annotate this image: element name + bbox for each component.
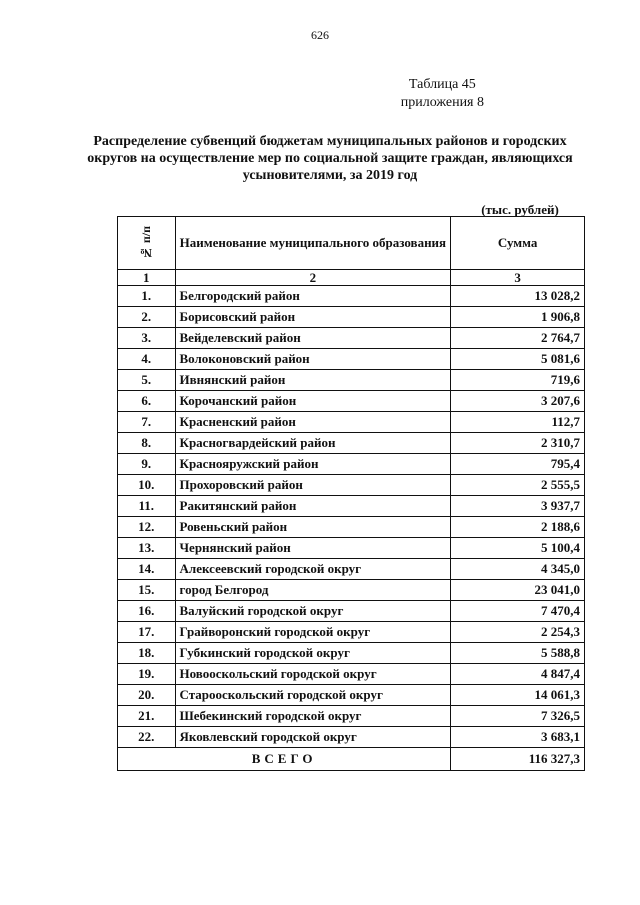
total-sum: 116 327,3 [451,748,585,771]
row-sum: 23 041,0 [451,580,585,601]
row-name: Валуйский городской округ [175,601,451,622]
row-sum: 1 906,8 [451,307,585,328]
table-row [118,622,585,643]
row-name: Краснояружский район [175,454,451,475]
row-name: Вейделевский район [175,328,451,349]
row-number: 6. [118,391,176,412]
table-row [118,496,585,517]
row-name: Новооскольский городской округ [175,664,451,685]
row-sum: 2 254,3 [451,622,585,643]
table-caption [401,76,484,112]
row-name: Старооскольский городской округ [175,685,451,706]
row-sum: 14 061,3 [451,685,585,706]
header-num-label: № п/п [138,225,153,261]
table-row [118,538,585,559]
row-name: Грайворонский городской округ [175,622,451,643]
table-row [118,328,585,349]
row-number: 18. [118,643,176,664]
row-number: 17. [118,622,176,643]
row-name: Прохоровский район [175,475,451,496]
row-number: 8. [118,433,176,454]
table-row [118,559,585,580]
row-name: Ровеньский район [175,517,451,538]
row-name: Шебекинский городской округ [175,706,451,727]
row-sum: 2 188,6 [451,517,585,538]
table-row [118,433,585,454]
row-number: 21. [118,706,176,727]
row-sum: 719,6 [451,370,585,391]
index-row [118,270,585,286]
row-number: 7. [118,412,176,433]
row-name: Борисовский район [175,307,451,328]
row-number: 15. [118,580,176,601]
row-name: Чернянский район [175,538,451,559]
table-row [118,601,585,622]
table-row [118,643,585,664]
table-row [118,391,585,412]
row-name: Белгородский район [175,286,451,307]
row-sum: 3 683,1 [451,727,585,748]
table-row [118,349,585,370]
row-number: 3. [118,328,176,349]
total-row [118,748,585,771]
table-row [118,706,585,727]
page-number: 626 [311,28,329,42]
row-name: Красногвардейский район [175,433,451,454]
table-row [118,727,585,748]
row-sum: 3 207,6 [451,391,585,412]
row-name: Губкинский городской округ [175,643,451,664]
row-number: 19. [118,664,176,685]
subvention-table [117,216,585,771]
total-label: ВСЕГО [118,748,451,771]
row-sum: 3 937,7 [451,496,585,517]
table-row [118,370,585,391]
index-cell-2: 2 [175,270,451,286]
row-name: Красненский район [175,412,451,433]
row-number: 16. [118,601,176,622]
units-label: (тыс. рублей) [481,202,559,217]
table-row [118,580,585,601]
header-row [118,217,585,270]
row-sum: 112,7 [451,412,585,433]
row-sum: 7 326,5 [451,706,585,727]
row-sum: 2 555,5 [451,475,585,496]
table-row [118,664,585,685]
row-sum: 5 588,8 [451,643,585,664]
index-cell-3: 3 [451,270,585,286]
row-number: 11. [118,496,176,517]
row-name: город Белгород [175,580,451,601]
table-row [118,286,585,307]
row-sum: 5 100,4 [451,538,585,559]
table-row [118,685,585,706]
row-sum: 7 470,4 [451,601,585,622]
row-sum: 13 028,2 [451,286,585,307]
row-name: Алексеевский городской округ [175,559,451,580]
header-sum: Сумма [451,217,585,270]
row-name: Корочанский район [175,391,451,412]
row-sum: 4 345,0 [451,559,585,580]
row-number: 9. [118,454,176,475]
row-number: 22. [118,727,176,748]
table-row [118,454,585,475]
table-row [118,412,585,433]
index-cell-1: 1 [118,270,176,286]
row-name: Волоконовский район [175,349,451,370]
table-caption-line2: приложения 8 [400,95,484,110]
table-row [118,475,585,496]
row-number: 10. [118,475,176,496]
row-number: 2. [118,307,176,328]
row-number: 5. [118,370,176,391]
document-title: Распределение субвенций бюджетам муниципальных районов и городских округов на осуществление мер по социальной защите граждан, являющихся усыновителями, за 2019 год [87,134,573,183]
row-number: 13. [118,538,176,559]
row-sum: 4 847,4 [451,664,585,685]
row-number: 14. [118,559,176,580]
row-number: 12. [118,517,176,538]
row-number: 20. [118,685,176,706]
row-sum: 2 764,7 [451,328,585,349]
row-sum: 795,4 [451,454,585,475]
header-name: Наименование муниципального образования [175,217,451,270]
row-number: 4. [118,349,176,370]
table-row [118,517,585,538]
row-name: Ракитянский район [175,496,451,517]
table-body [118,286,585,748]
table-caption-line1: Таблица 45 [408,77,476,92]
row-name: Яковлевский городской округ [175,727,451,748]
row-name: Ивнянский район [175,370,451,391]
header-num [118,217,176,270]
row-sum: 5 081,6 [451,349,585,370]
row-sum: 2 310,7 [451,433,585,454]
row-number: 1. [118,286,176,307]
table-row [118,307,585,328]
